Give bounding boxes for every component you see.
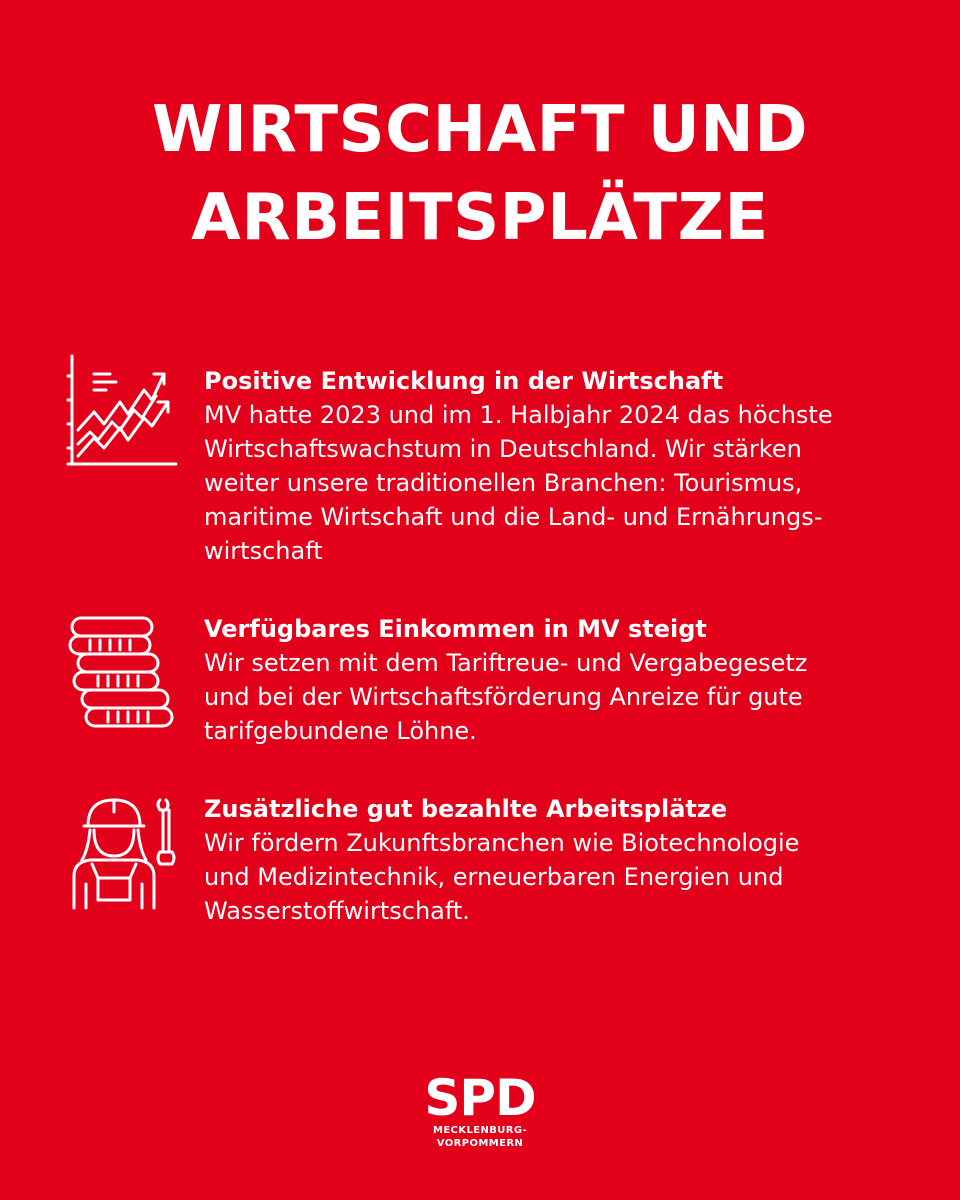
section-text-line: und Medizintechnik, erneuerbaren Energien und bbox=[204, 863, 784, 891]
logo-wordmark: SPD bbox=[424, 1069, 536, 1127]
coin-stack-icon bbox=[64, 610, 184, 730]
section-economy-text bbox=[204, 364, 904, 568]
section-text-line: Wir fördern Zukunftsbranchen wie Biotechnologie bbox=[204, 829, 800, 857]
section-text-line: weiter unsere traditionellen Branchen: Tourismus, bbox=[204, 469, 803, 497]
section-text-line: Wir setzen mit dem Tariftreue- und Vergabegesetz bbox=[204, 649, 808, 677]
worker-with-wrench-icon bbox=[64, 790, 184, 910]
title-line-2: ARBEITSPLÄTZE bbox=[191, 181, 769, 255]
section-text-line: Wirtschaftswachstum in Deutschland. Wir stärken bbox=[204, 435, 802, 463]
section-text-line: tarifgebundene Löhne. bbox=[204, 717, 477, 745]
section-income-text bbox=[204, 612, 904, 748]
logo-region-line-1: MECKLENBURG- bbox=[432, 1125, 528, 1136]
spd-logo bbox=[0, 1069, 960, 1150]
section-heading: Verfügbares Einkommen in MV steigt bbox=[204, 615, 707, 643]
section-heading: Positive Entwicklung in der Wirtschaft bbox=[204, 367, 724, 395]
section-heading: Zusätzliche gut bezahlte Arbeitsplätze bbox=[204, 795, 728, 823]
section-text-line: Wasserstoffwirtschaft. bbox=[204, 897, 470, 925]
section-text-line: maritime Wirtschaft und die Land- und Ernährungs- bbox=[204, 503, 823, 531]
section-text-line: und bei der Wirtschaftsförderung Anreize für gute bbox=[204, 683, 803, 711]
logo-region-line-2: VORPOMMERN bbox=[436, 1138, 524, 1149]
section-text-line: wirtschaft bbox=[204, 537, 323, 565]
growth-chart-icon bbox=[64, 352, 184, 472]
page-title bbox=[0, 86, 960, 262]
section-text-line: MV hatte 2023 und im 1. Halbjahr 2024 das höchste bbox=[204, 401, 833, 429]
title-line-1: WIRTSCHAFT UND bbox=[152, 93, 808, 167]
section-jobs-text bbox=[204, 792, 904, 928]
